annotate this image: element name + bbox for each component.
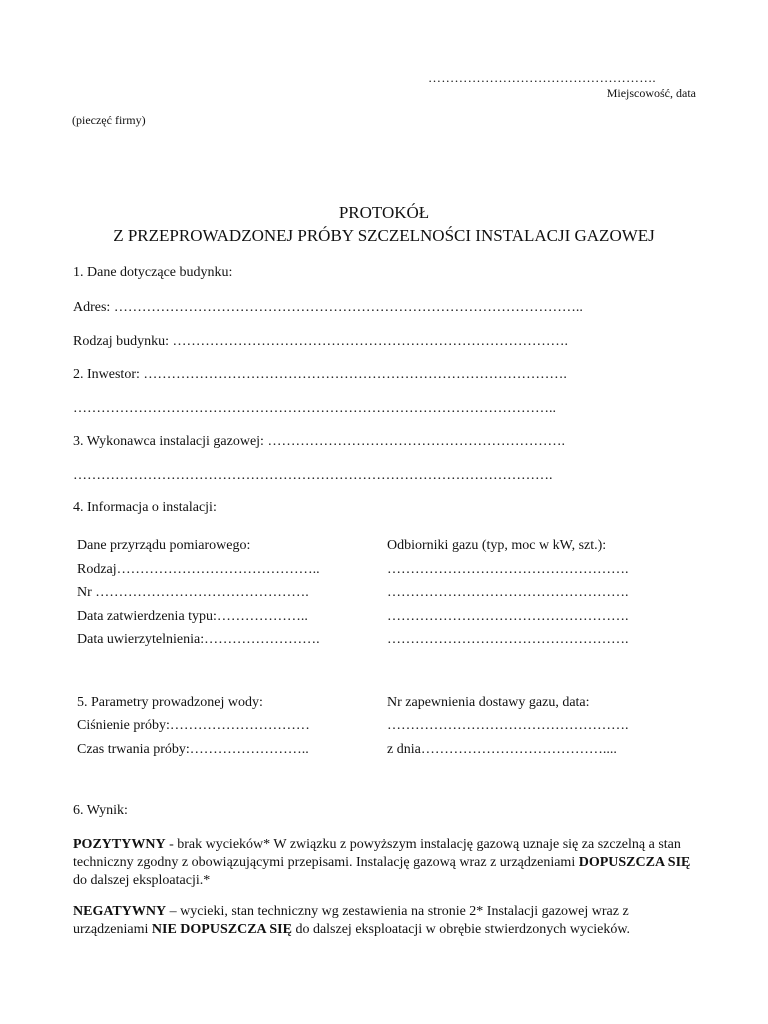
result-negative-label: NEGATYWNY: [73, 904, 167, 919]
device-number-field: Nr ……………………………………….: [77, 585, 309, 600]
test-pressure-field: Ciśnienie próby:…………………………: [77, 718, 310, 733]
building-type-field: Rodzaj budynku: ………………………………………………………………………….: [73, 334, 569, 349]
type-approval-date-field: Data zatwierdzenia typu:………………..: [77, 609, 308, 624]
test-duration-field: Czas trwania próby:……………………..: [77, 742, 309, 757]
result-positive-label: POZYTYWNY: [73, 837, 166, 852]
appliance-field-1: …………………………………………….: [387, 562, 629, 577]
result-negative-paragraph: [73, 903, 703, 939]
appliance-field-3: …………………………………………….: [387, 609, 629, 624]
investor-field-continuation: …………………………………………………………………………………………..: [73, 401, 556, 416]
result-positive-admission: DOPUSZCZA SIĘ: [578, 855, 691, 870]
section-6-heading: 6. Wynik:: [73, 803, 128, 818]
appliance-field-4: …………………………………………….: [387, 632, 629, 647]
measuring-device-header: Dane przyrządu pomiarowego:: [77, 538, 251, 553]
calibration-date-field: Data uwierzytelnienia:…………………….: [77, 632, 320, 647]
gas-supply-number-field: …………………………………………….: [387, 718, 629, 733]
gas-supply-header: Nr zapewnienia dostawy gazu, data:: [387, 695, 590, 710]
document-subtitle: Z PRZEPROWADZONEJ PRÓBY SZCZELNOŚCI INSTALACJI GAZOWEJ: [113, 226, 655, 245]
company-stamp-label: (pieczęć firmy): [72, 113, 146, 127]
result-negative-admission: NIE DOPUSZCZA SIĘ: [151, 922, 292, 937]
contractor-field-continuation: ………………………………………………………………………………………….: [73, 468, 553, 483]
document-title: PROTOKÓŁ: [338, 203, 430, 222]
result-positive-text-end: do dalszej eksploatacji.*: [73, 873, 211, 888]
result-negative-text-end: do dalszej eksploatacji w obrębie stwierdzonych wycieków.: [291, 922, 631, 937]
section-1-heading: 1. Dane dotyczące budynku:: [73, 265, 233, 280]
investor-field: 2. Inwestor: ……………………………………………………………………………….: [73, 367, 567, 382]
gas-appliances-header: Odbiorniki gazu (typ, moc w kW, szt.):: [387, 538, 607, 553]
section-4-heading: 4. Informacja o instalacji:: [73, 500, 217, 515]
result-positive-text: - brak wycieków* W związku z powyższym instalację gazową uznaje się za szczelną a stan techniczny zgodny z obowiązującymi przepisami. Instalację gazową wraz z urządzeniami: [73, 837, 681, 870]
result-negative-text: – wycieki, stan techniczny wg zestawienia na stronie 2* Instalacji gazowej wraz z urządzeniami: [73, 904, 629, 937]
contractor-field: 3. Wykonawca instalacji gazowej: ……………………………………………………….: [73, 434, 565, 449]
result-positive-paragraph: [73, 836, 703, 890]
address-field: Adres: ………………………………………………………………………………………..: [73, 300, 583, 315]
gas-supply-date-field: z dnia…………………………………....: [387, 742, 617, 757]
place-date-field: …………………………………………….: [428, 70, 656, 85]
section-5-heading: 5. Parametry prowadzonej wody:: [77, 695, 263, 710]
place-date-label: Miejscowość, data: [606, 86, 696, 100]
appliance-field-2: …………………………………………….: [387, 585, 629, 600]
device-type-field: Rodzaj……………………………………..: [77, 562, 320, 577]
